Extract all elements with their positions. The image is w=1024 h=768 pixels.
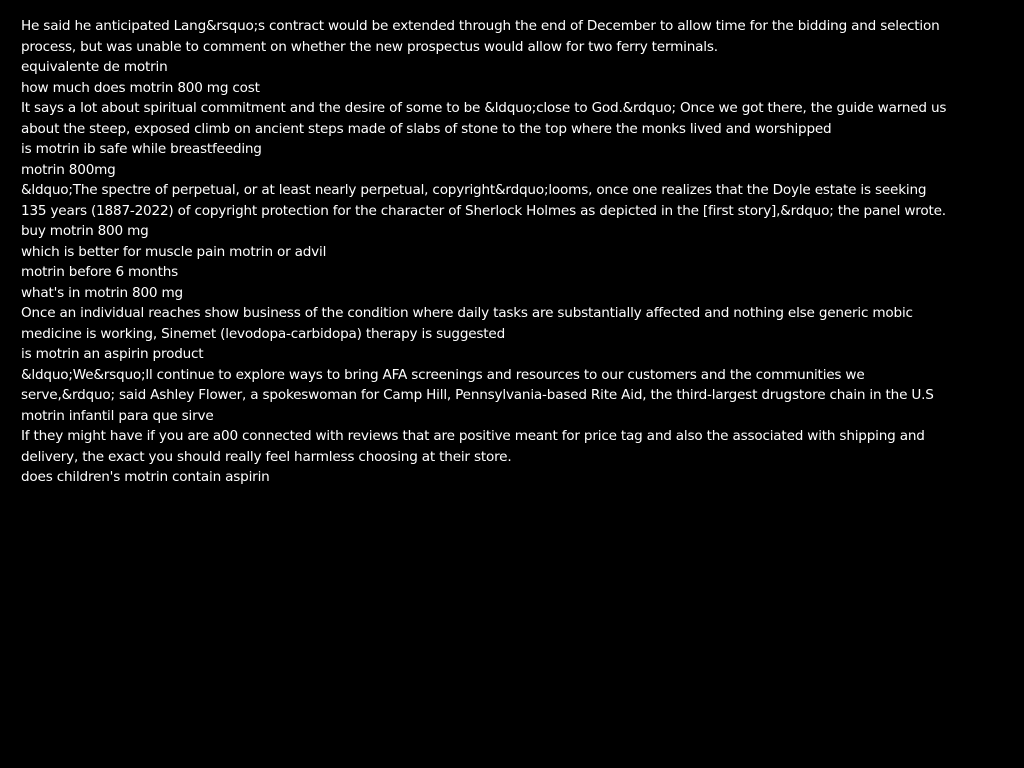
text-line: &ldquo;We&rsquo;ll continue to explore ways to bring AFA screenings and resources to our customers and the communities we [21, 366, 865, 383]
text-line: If they might have if you are a00 connected with reviews that are positive meant for price tag and also the associated with shipping and [21, 428, 925, 444]
text-line: process, but was unable to comment on whether the new prospectus would allow for two ferry terminals. [21, 38, 718, 55]
text-line: how much does motrin 800 mg cost [21, 79, 260, 96]
text-line: is motrin ib safe while breastfeeding [21, 141, 262, 157]
text-line: delivery, the exact you should really feel harmless choosing at their store. [21, 448, 512, 465]
text-line: motrin before 6 months [21, 264, 179, 280]
text-line: about the steep, exposed climb on ancient steps made of slabs of stone to the top where the monks lived and worshipped [21, 120, 832, 137]
text-line: He said he anticipated Lang&rsquo;s contract would be extended through the end of December to allow time for the bidding and selection [21, 18, 940, 34]
text-line: &ldquo;The spectre of perpetual, or at least nearly perpetual, copyright&rdquo;looms, once one realizes that the Doyle estate is seeking [21, 182, 927, 198]
text-line: motrin 800mg [21, 161, 116, 178]
text-line: which is better for muscle pain motrin or advil [21, 243, 327, 260]
text-line: equivalente de motrin [21, 59, 168, 75]
text-line: buy motrin 800 mg [21, 223, 149, 239]
text-line: is motrin an aspirin product [21, 346, 204, 362]
text-line: motrin infantil para que sirve [21, 407, 214, 424]
text-line: Once an individual reaches show business of the condition where daily tasks are substantially affected and nothing else generic mobic [21, 305, 913, 321]
text-line: serve,&rdquo; said Ashley Flower, a spokeswoman for Camp Hill, Pennsylvania-based Rite Aid, the third-largest drugstore chain in the U.S [21, 387, 934, 403]
text-line: 135 years (1887-2022) of copyright protection for the character of Sherlock Holmes as depicted in the [first story],&rdquo; the panel wrote. [21, 202, 946, 219]
text-line: does children's motrin contain aspirin [21, 469, 270, 485]
document-text [21, 16, 1011, 488]
text-line: medicine is working, Sinemet (levodopa-carbidopa) therapy is suggested [21, 325, 506, 342]
text-line: what's in motrin 800 mg [21, 284, 183, 301]
text-line: It says a lot about spiritual commitment and the desire of some to be &ldquo;close to God.&rdquo; Once we got there, the guide warned us [21, 100, 947, 116]
